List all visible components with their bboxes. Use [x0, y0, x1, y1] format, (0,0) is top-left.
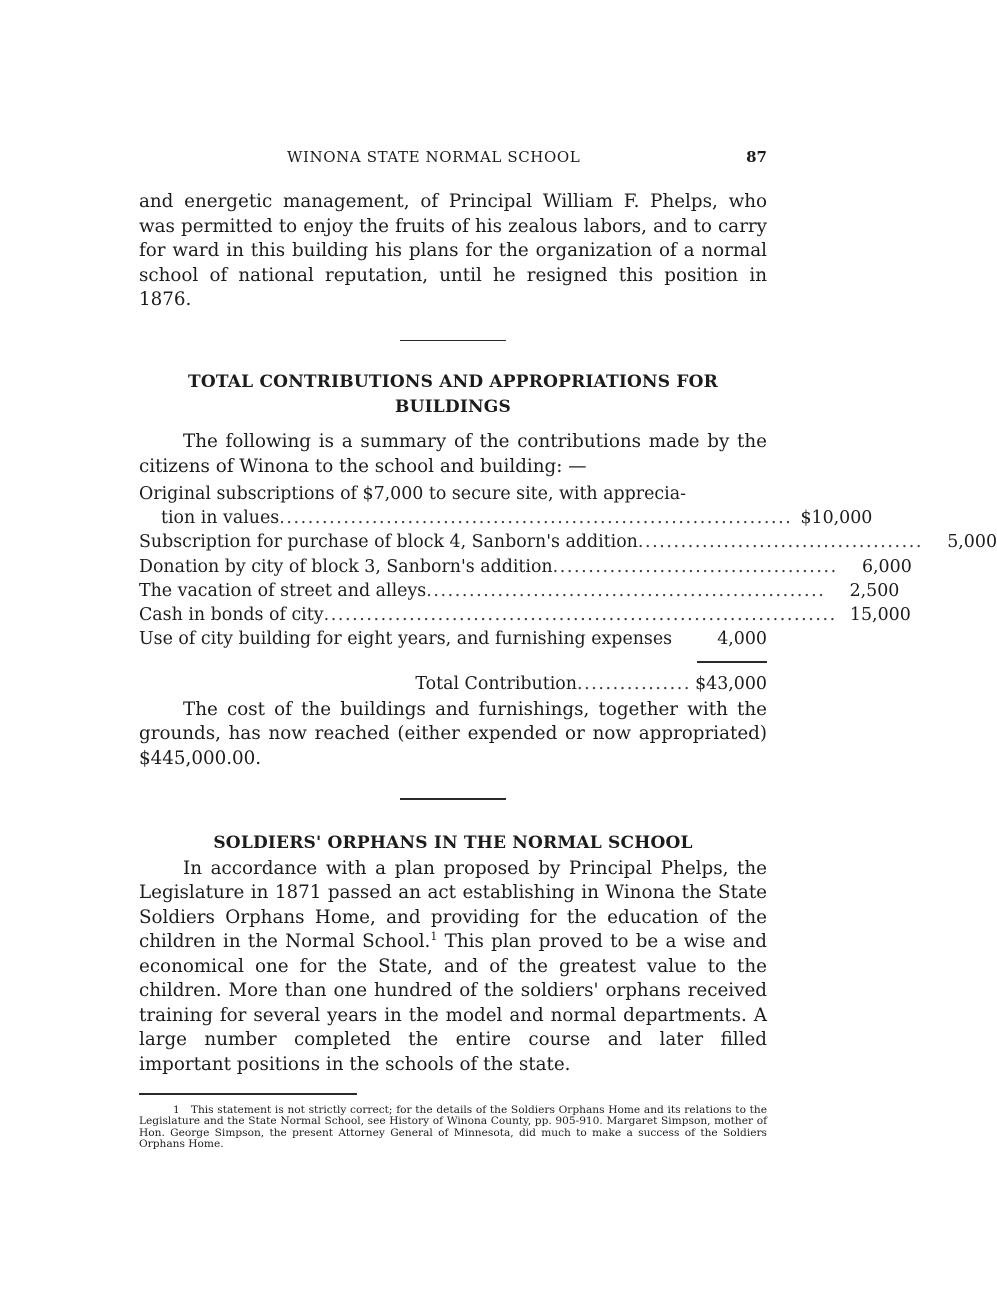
- footnote-marker: 1: [173, 1103, 180, 1116]
- book-page: [139, 148, 997, 1151]
- contribution-row: [139, 627, 767, 651]
- contribution-row: [139, 506, 873, 530]
- contributions-intro: The following is a summary of the contributions made by the citizens of Winona to the school and building: —: [139, 431, 767, 477]
- contribution-row: [139, 579, 900, 603]
- contribution-row: [139, 555, 912, 579]
- total-row: [139, 672, 767, 696]
- total-label: Total Contribution................: [415, 673, 691, 694]
- total-value: $43,000: [695, 673, 767, 694]
- contribution-label: Subscription for purchase of block 4, Sanborn's addition........................................: [139, 532, 924, 553]
- contribution-row: [139, 530, 997, 554]
- footnote: [139, 1105, 767, 1151]
- contribution-value: 15,000: [849, 605, 911, 626]
- contribution-value: 5,000: [947, 532, 997, 553]
- footnote-text: This statement is not strictly correct; for the details of the Soldiers Orphans Home and its relations to the Legislature and the State Normal School, see History of Winona County, pp. 905-910. Margaret Simpson, mother of Hon. George Simpson, the present Attorney General of Minnesota, did much to make a success of the Soldiers Orphans Home.: [139, 1103, 768, 1151]
- section-divider: [400, 798, 506, 800]
- contribution-label: The vacation of street and alleys........................................................: [139, 580, 826, 601]
- contribution-value: 4,000: [717, 629, 767, 650]
- total-rule: [697, 661, 767, 663]
- page-header: [139, 148, 767, 172]
- contribution-label: Cash in bonds of city........................................................................: [139, 605, 837, 626]
- contribution-label: Donation by city of block 3, Sanborn's addition........................................: [139, 556, 838, 577]
- running-head: WINONA STATE NORMAL SCHOOL: [287, 148, 581, 166]
- contribution-label: tion in values........................................................................: [161, 508, 793, 529]
- page-number: 87: [746, 148, 767, 166]
- orphans-paragraph: In accordance with a plan proposed by Principal Phelps, the Legislature in 1871 passed an act establishing in Winona the State Soldiers Orphans Home, and providing for the education of the children in the Normal School.$^1$ This plan proved to be a wise and economical one for the State, and of the greatest value to the children. More than one hundred of the soldiers' orphans received training for several years in the model and normal departments. A large number completed the entire course and later filled important positions in the schools of the state.: [139, 857, 767, 1075]
- contribution-value: 6,000: [861, 556, 912, 577]
- contributions-table: [139, 482, 997, 696]
- footnote-rule: [139, 1093, 357, 1094]
- footnote-reference[interactable]: 1: [430, 930, 438, 944]
- cost-paragraph: The cost of the buildings and furnishings, together with the grounds, has now reached (either expended or now appropriated) $445,000.00.: [139, 698, 767, 769]
- contribution-value: $10,000: [800, 508, 873, 529]
- opening-paragraph: and energetic management, of Principal William F. Phelps, who was permitted to enjoy the fruits of his zealous labors, and to carry for ward in this building his plans for the organization of a normal school of national reputation, until he resigned this position in 1876.: [139, 191, 767, 310]
- contribution-label: Use of city building for eight years, and furnishing expenses: [139, 629, 673, 650]
- contribution-row: [139, 603, 911, 627]
- orphans-heading: SOLDIERS' ORPHANS IN THE NORMAL SCHOOL: [213, 832, 693, 853]
- contributions-heading: TOTAL CONTRIBUTIONS AND APPROPRIATIONS FOR BUILDINGS: [188, 372, 718, 417]
- contribution-value: 2,500: [849, 580, 900, 601]
- section-divider: [400, 340, 506, 342]
- contribution-row-label-line1: Original subscriptions of $7,000 to secure site, with apprecia-: [139, 484, 686, 504]
